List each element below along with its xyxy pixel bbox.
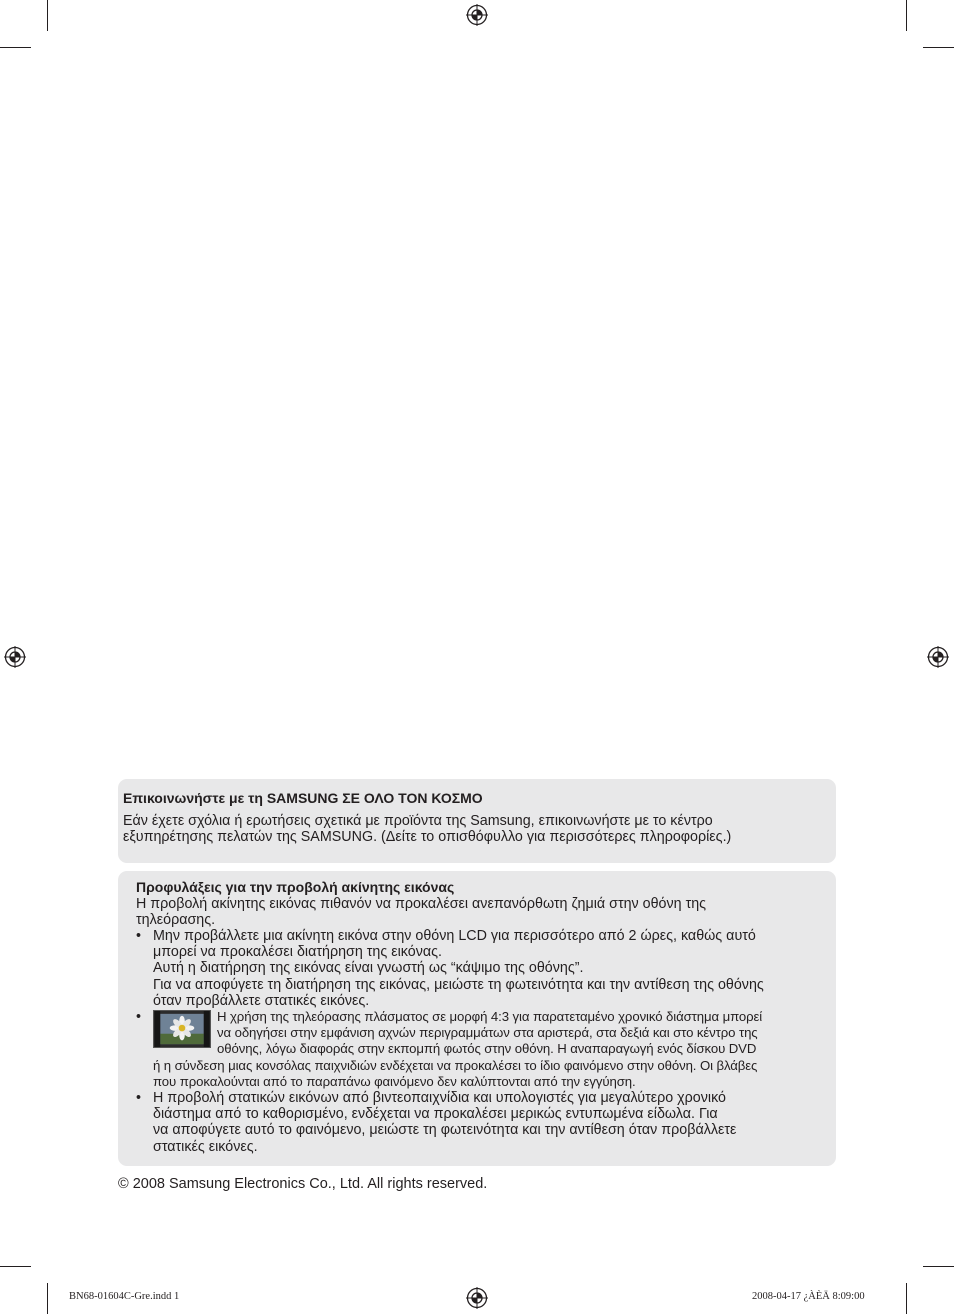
registration-mark-icon [4,646,26,668]
list-item-line: Η προβολή στατικών εικόνων από βιντεοπαιχνίδια και υπολογιστές για μεγαλύτερο χρονικό [153,1090,727,1107]
crop-mark [923,47,954,48]
crop-mark [906,1283,907,1314]
copyright-notice: © 2008 Samsung Electronics Co., Ltd. All rights reserved. [118,1176,488,1192]
slug-timestamp: 2008-04-17 ¿ÀÈÄ 8:09:00 [752,1291,865,1302]
bullet-marker: • [136,1009,141,1026]
list-item [136,1009,828,1090]
slug-file-name: BN68-01604C-Gre.indd 1 [69,1291,180,1302]
crop-mark [0,47,31,48]
crop-mark [906,0,907,31]
contact-title: Επικοινωνήστε με τη SAMSUNG ΣΕ ΟΛΟ ΤΟΝ ΚΟΣΜΟ [123,790,483,806]
list-item-line: Μην προβάλλετε μια ακίνητη εικόνα στην οθόνη LCD για περισσότερο από 2 ώρες, καθώς αυτό [153,928,756,944]
crop-mark [47,0,48,31]
registration-mark-icon [466,1287,488,1309]
precautions-panel [118,871,836,1166]
list-item-line: που προκαλούνται από το παραπάνω φαινόμενο δεν καλύπτονται από την εγγύηση. [153,1073,636,1089]
crop-mark [47,1283,48,1314]
list-item-line: Αυτή η διατήρηση της εικόνας είναι γνωστή ως “κάψιμο της οθόνης”. [153,960,584,977]
precautions-title: Προφυλάξεις για την προβολή ακίνητης εικόνας [136,879,455,895]
list-item-line: ή η σύνδεση μιας κονσόλας παιχνιδιών ενδέχεται να προκαλέσει το ίδιο φαινόμενο στην οθόνη. Οι βλάβες [153,1057,758,1073]
list-item-line: Η χρήση της τηλεόρασης πλάσματος σε μορφή 4:3 για παρατεταμένο χρονικό διάστημα μπορεί [217,1009,763,1025]
crop-mark [923,1266,954,1267]
list-item [136,1090,828,1155]
list-item-line: όταν προβάλλετε στατικές εικόνες. [153,992,370,1009]
precautions-intro-line: τηλεόρασης. [136,912,216,928]
list-item [136,928,828,1009]
contact-text-line: εξυπηρέτησης πελατών της SAMSUNG. (Δείτε το οπισθόφυλλο για περισσότερες πληροφορίες.) [123,829,732,845]
list-item-line: να οδηγήσει στην εμφάνιση αχνών περιγραμμάτων στα αριστερά, στα δεξιά και στο κέντρο της [217,1025,758,1041]
list-item-line: διάστημα από το καθορισμένο, ενδέχεται να προκαλέσει μερικώς εντυπωμένα είδωλα. Για [153,1106,718,1123]
precautions-list [136,928,828,1155]
list-item-line: μπορεί να προκαλέσει διατήρηση της εικόνας. [153,944,442,961]
list-item-line: στατικές εικόνες. [153,1138,258,1155]
tv-flower-image-icon [153,1010,211,1048]
bullet-marker: • [136,928,142,944]
list-item-line: Για να αποφύγετε τη διατήρηση της εικόνας, μειώστε τη φωτεινότητα και την αντίθεση της οθόνης [153,976,764,993]
registration-mark-icon [466,4,488,26]
crop-mark [0,1266,31,1267]
contact-text-line: Εάν έχετε σχόλια ή ερωτήσεις σχετικά με προϊόντα της Samsung, επικοινωνήστε με το κέντρο [123,813,713,829]
list-item-line: οθόνης, λόγω διαφοράς στην εκπομπή φωτός στην οθόνη. Η αναπαραγωγή ενός δίσκου DVD [217,1041,757,1057]
contact-panel [118,779,836,863]
precautions-intro-line: Η προβολή ακίνητης εικόνας πιθανόν να προκαλέσει ανεπανόρθωτη ζημιά στην οθόνη της [136,896,707,912]
list-item-line: να αποφύγετε αυτό το φαινόμενο, μειώστε τη φωτεινότητα και την αντίθεση όταν προβάλλετε [153,1122,737,1139]
registration-mark-icon [927,646,949,668]
bullet-marker: • [136,1090,142,1107]
